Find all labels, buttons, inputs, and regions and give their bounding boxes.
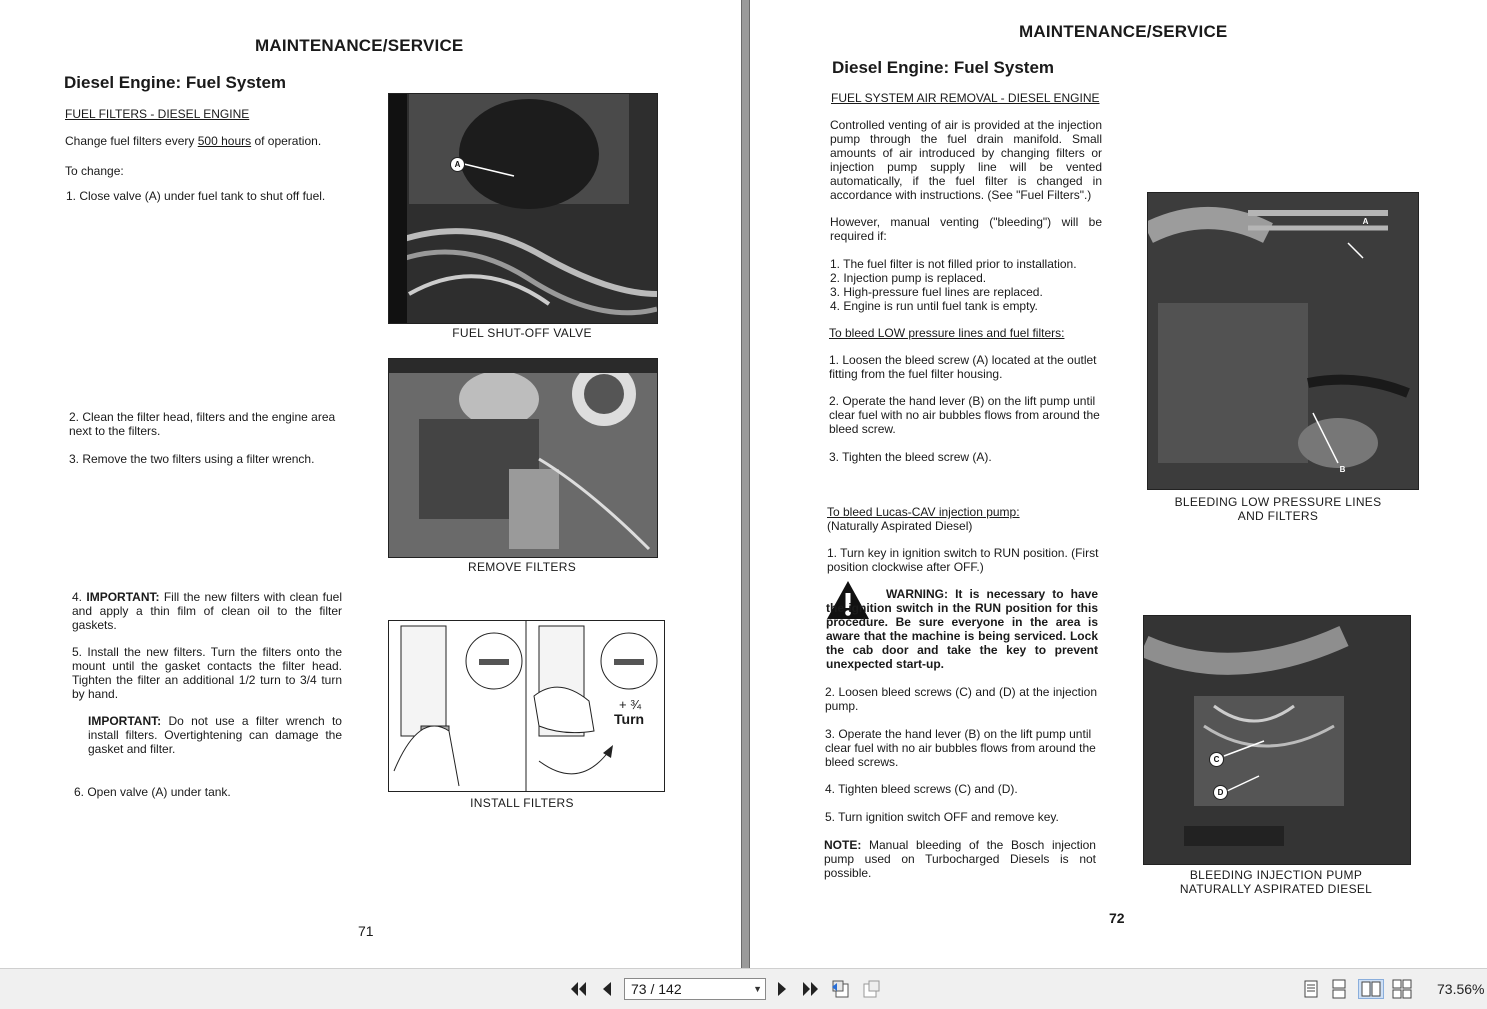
photo-graphic [389,94,657,323]
caption-line-1: BLEEDING INJECTION PUMP [1189,868,1363,882]
cav-step-5: 5. Turn ignition switch OFF and remove key. [825,810,1059,824]
install-filters-diagram [388,620,665,792]
page-divider [741,0,750,968]
section-title: Diesel Engine: Fuel System [832,58,1055,77]
step-4 [72,590,342,632]
caption-remove-filters: REMOVE FILTERS [468,560,576,574]
warning-label: WARNING: [886,587,948,601]
change-interval-text [65,134,321,148]
condition-1: 1. The fuel filter is not filled prior to installation. [830,257,1077,271]
to-change-text: To change: [65,164,124,178]
label-a: A [450,157,465,172]
caption-line-2: NATURALLY ASPIRATED DIESEL [1179,882,1373,896]
bleeding-low-pressure-photo [1147,192,1419,490]
label-d: D [1213,785,1228,800]
single-page-view-button[interactable] [1302,979,1320,999]
zoom-level[interactable]: 73.56% [1437,981,1485,997]
note-text: Manual bleeding of the Bosch injection pump used on Turbocharged Diesels is not possible. [824,838,1096,880]
manual-venting-paragraph: However, manual venting ("bleeding") will be required if: [830,215,1102,243]
left-page [0,0,741,968]
fuel-shutoff-valve-photo [388,93,658,324]
step-3: 3. Remove the two filters using a filter wrench. [69,452,315,466]
step-1: 1. Close valve (A) under fuel tank to shut off fuel. [66,189,326,203]
last-page-button[interactable] [800,979,820,999]
step-2: 2. Clean the filter head, filters and the engine area next to the filters. [69,410,336,438]
photo-graphic [1144,616,1410,864]
condition-2: 2. Injection pump is replaced. [830,271,987,285]
go-forward-icon [861,979,881,999]
intro-paragraph: Controlled venting of air is provided at the injection pump through the fuel drain manifold. Small amounts of air introduced by changing filters or injection pump supply line will be vented automatically, if the fuel filter is changed in accordance with instructions. (See "Fuel Filters".) [830,118,1102,202]
cav-step-4: 4. Tighten bleed screws (C) and (D). [825,782,1018,796]
important-text: Do not use a filter wrench to install filters. Overtightening can damage the gasket and filter. [88,714,342,756]
continuous-view-button[interactable] [1330,979,1348,999]
condition-4: 4. Engine is run until fuel tank is empty. [830,299,1038,313]
page-field-value: 73 / 142 [631,981,682,997]
label-a: A [1362,217,1369,226]
photo-graphic [1148,193,1418,489]
subheading: FUEL FILTERS - DIESEL ENGINE [65,107,250,121]
turn-label: Turn [614,711,645,727]
turn-amount: + ¾ [619,697,642,712]
first-page-button[interactable] [569,979,589,999]
prev-page-button[interactable] [599,979,615,999]
right-page [750,0,1487,968]
go-back-icon [831,979,851,999]
step-5: 5. Install the new filters. Turn the filters onto the mount until the gasket contacts the filter head. Tighten the filter an additional 1/2 turn to 3/4 turn by hand. [72,645,342,701]
change-post: of operation. [251,134,322,148]
first-page-icon [570,981,588,997]
go-back-button[interactable] [830,979,852,999]
go-forward-button[interactable] [860,979,882,999]
label-c: C [1209,752,1224,767]
prev-page-icon [601,981,613,997]
photo-graphic [389,359,657,557]
low-pressure-heading: To bleed LOW pressure lines and fuel filters: [829,326,1065,340]
facing-icon [1361,981,1381,997]
continuous-icon [1332,979,1346,999]
last-page-icon [801,981,819,997]
cav-step-2: 2. Loosen bleed screws (C) and (D) at the injection pump. [825,685,1097,713]
important-note [88,714,342,756]
caption-bleeding-injection-pump [1143,868,1409,896]
step-4-num: 4. [72,590,83,604]
low-step-3: 3. Tighten the bleed screw (A). [829,450,992,464]
low-step-1: 1. Loosen the bleed screw (A) located at the outlet fitting from the fuel filter housing. [829,353,1097,381]
low-step-2: 2. Operate the hand lever (B) on the lift pump until clear fuel with no air bubbles flows from around the bleed screw. [829,394,1100,436]
bosch-note [824,838,1096,880]
page-header: MAINTENANCE/SERVICE [1019,22,1228,41]
step-4-label: IMPORTANT: [86,590,160,604]
cav-step-3: 3. Operate the hand lever (B) on the lift pump until clear fuel with no air bubbles flows from around the bleed screws. [825,727,1096,769]
cav-subheading: (Naturally Aspirated Diesel) [827,519,973,533]
viewer-toolbar [0,968,1487,1009]
condition-3: 3. High-pressure fuel lines are replaced. [830,285,1043,299]
next-page-icon [776,981,788,997]
change-hours: 500 hours [197,134,252,148]
step-6: 6. Open valve (A) under tank. [74,785,231,799]
cav-heading: To bleed Lucas-CAV injection pump: [827,505,1020,519]
next-page-button[interactable] [774,979,790,999]
change-pre: Change fuel filters every [65,134,198,148]
page-number: 71 [358,923,374,939]
caption-fuel-shutoff: FUEL SHUT-OFF VALVE [452,326,592,340]
cav-step-1: 1. Turn key in ignition switch to RUN position. (First position clockwise after OFF.) [827,546,1099,574]
subheading: FUEL SYSTEM AIR REMOVAL - DIESEL ENGINE [831,91,1100,105]
bleeding-injection-pump-photo [1143,615,1411,865]
section-title: Diesel Engine: Fuel System [64,73,287,92]
label-b: B [1339,465,1346,474]
page-number-input[interactable] [624,978,766,1000]
warning-text [826,587,1098,671]
facing-view-button[interactable] [1358,979,1384,999]
page-number: 72 [1109,910,1125,926]
important-label: IMPORTANT: [88,714,162,728]
chevron-down-icon[interactable]: ▼ [753,984,762,994]
caption-line-1: BLEEDING LOW PRESSURE LINES [1174,495,1382,509]
continuous-facing-icon [1392,979,1412,999]
caption-line-2: AND FILTERS [1237,509,1319,523]
note-label: NOTE: [824,838,862,852]
remove-filters-photo [388,358,658,558]
page-header: MAINTENANCE/SERVICE [255,36,464,55]
warning-body: It is necessary to have the ignition switch in the RUN position for this procedure. Be sure everyone in the area is aware that the machine is being serviced. Lock the cab door and take the key to prevent unexpected start-up. [826,587,1098,671]
caption-bleeding-low-pressure [1147,495,1409,523]
single-page-icon [1304,980,1318,998]
caption-install-filters: INSTALL FILTERS [470,796,574,810]
continuous-facing-view-button[interactable] [1392,979,1412,999]
step-4-text: Fill the new filters with clean fuel and apply a thin film of clean oil to the filter gaskets. [72,590,342,632]
